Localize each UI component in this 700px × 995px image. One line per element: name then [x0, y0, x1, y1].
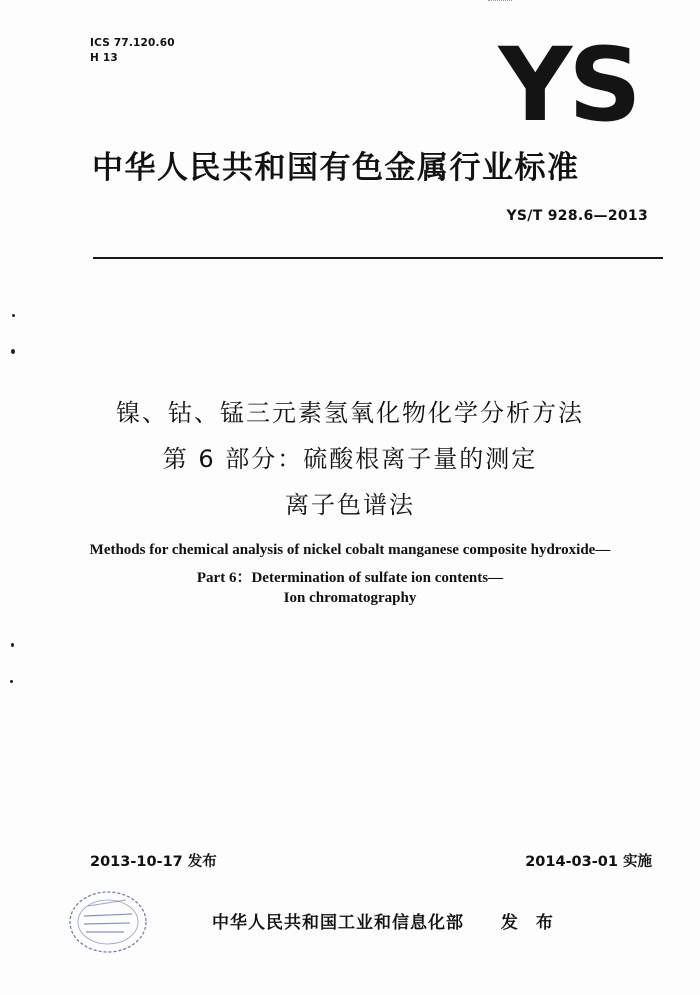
ys-logo [488, 30, 648, 130]
issue-date: 2013-10-17 发布 [90, 854, 217, 870]
implementation-date: 2014-03-01 实施 [525, 854, 652, 870]
scan-artifact [488, 0, 512, 7]
ics-code: ICS 77.120.60 [90, 37, 175, 49]
scan-speck [11, 643, 14, 647]
english-title-line-1: Methods for chemical analysis of nickel cobalt manganese composite hydroxide— [89, 542, 611, 558]
publisher [212, 908, 559, 933]
category-code: H 13 [90, 52, 118, 64]
chinese-title-line-3: 离子色谱法 [285, 491, 415, 519]
english-title-line-2: Part 6：Determination of sulfate ion contents— [196, 570, 504, 586]
organization-title: 中华人民共和国有色金属行业标准 [92, 150, 580, 186]
library-stamp [62, 886, 154, 958]
chinese-title-line-2: 第 6 部分：硫酸根离子量的测定 [162, 445, 538, 473]
publish-label: 发 布 [500, 913, 559, 933]
classification-codes [90, 36, 175, 66]
chinese-title-line-1: 镍、钴、锰三元素氢氧化物化学分析方法 [116, 399, 584, 427]
scan-speck [10, 680, 13, 683]
standard-number: YS/T 928.6—2013 [506, 208, 648, 224]
publisher-name: 中华人民共和国工业和信息化部 [212, 913, 464, 933]
scan-speck [12, 314, 15, 317]
header-divider [93, 257, 663, 259]
scan-speck [11, 349, 15, 354]
logo-text: YS [498, 30, 638, 130]
english-title-line-3: Ion chromatography [283, 590, 417, 606]
